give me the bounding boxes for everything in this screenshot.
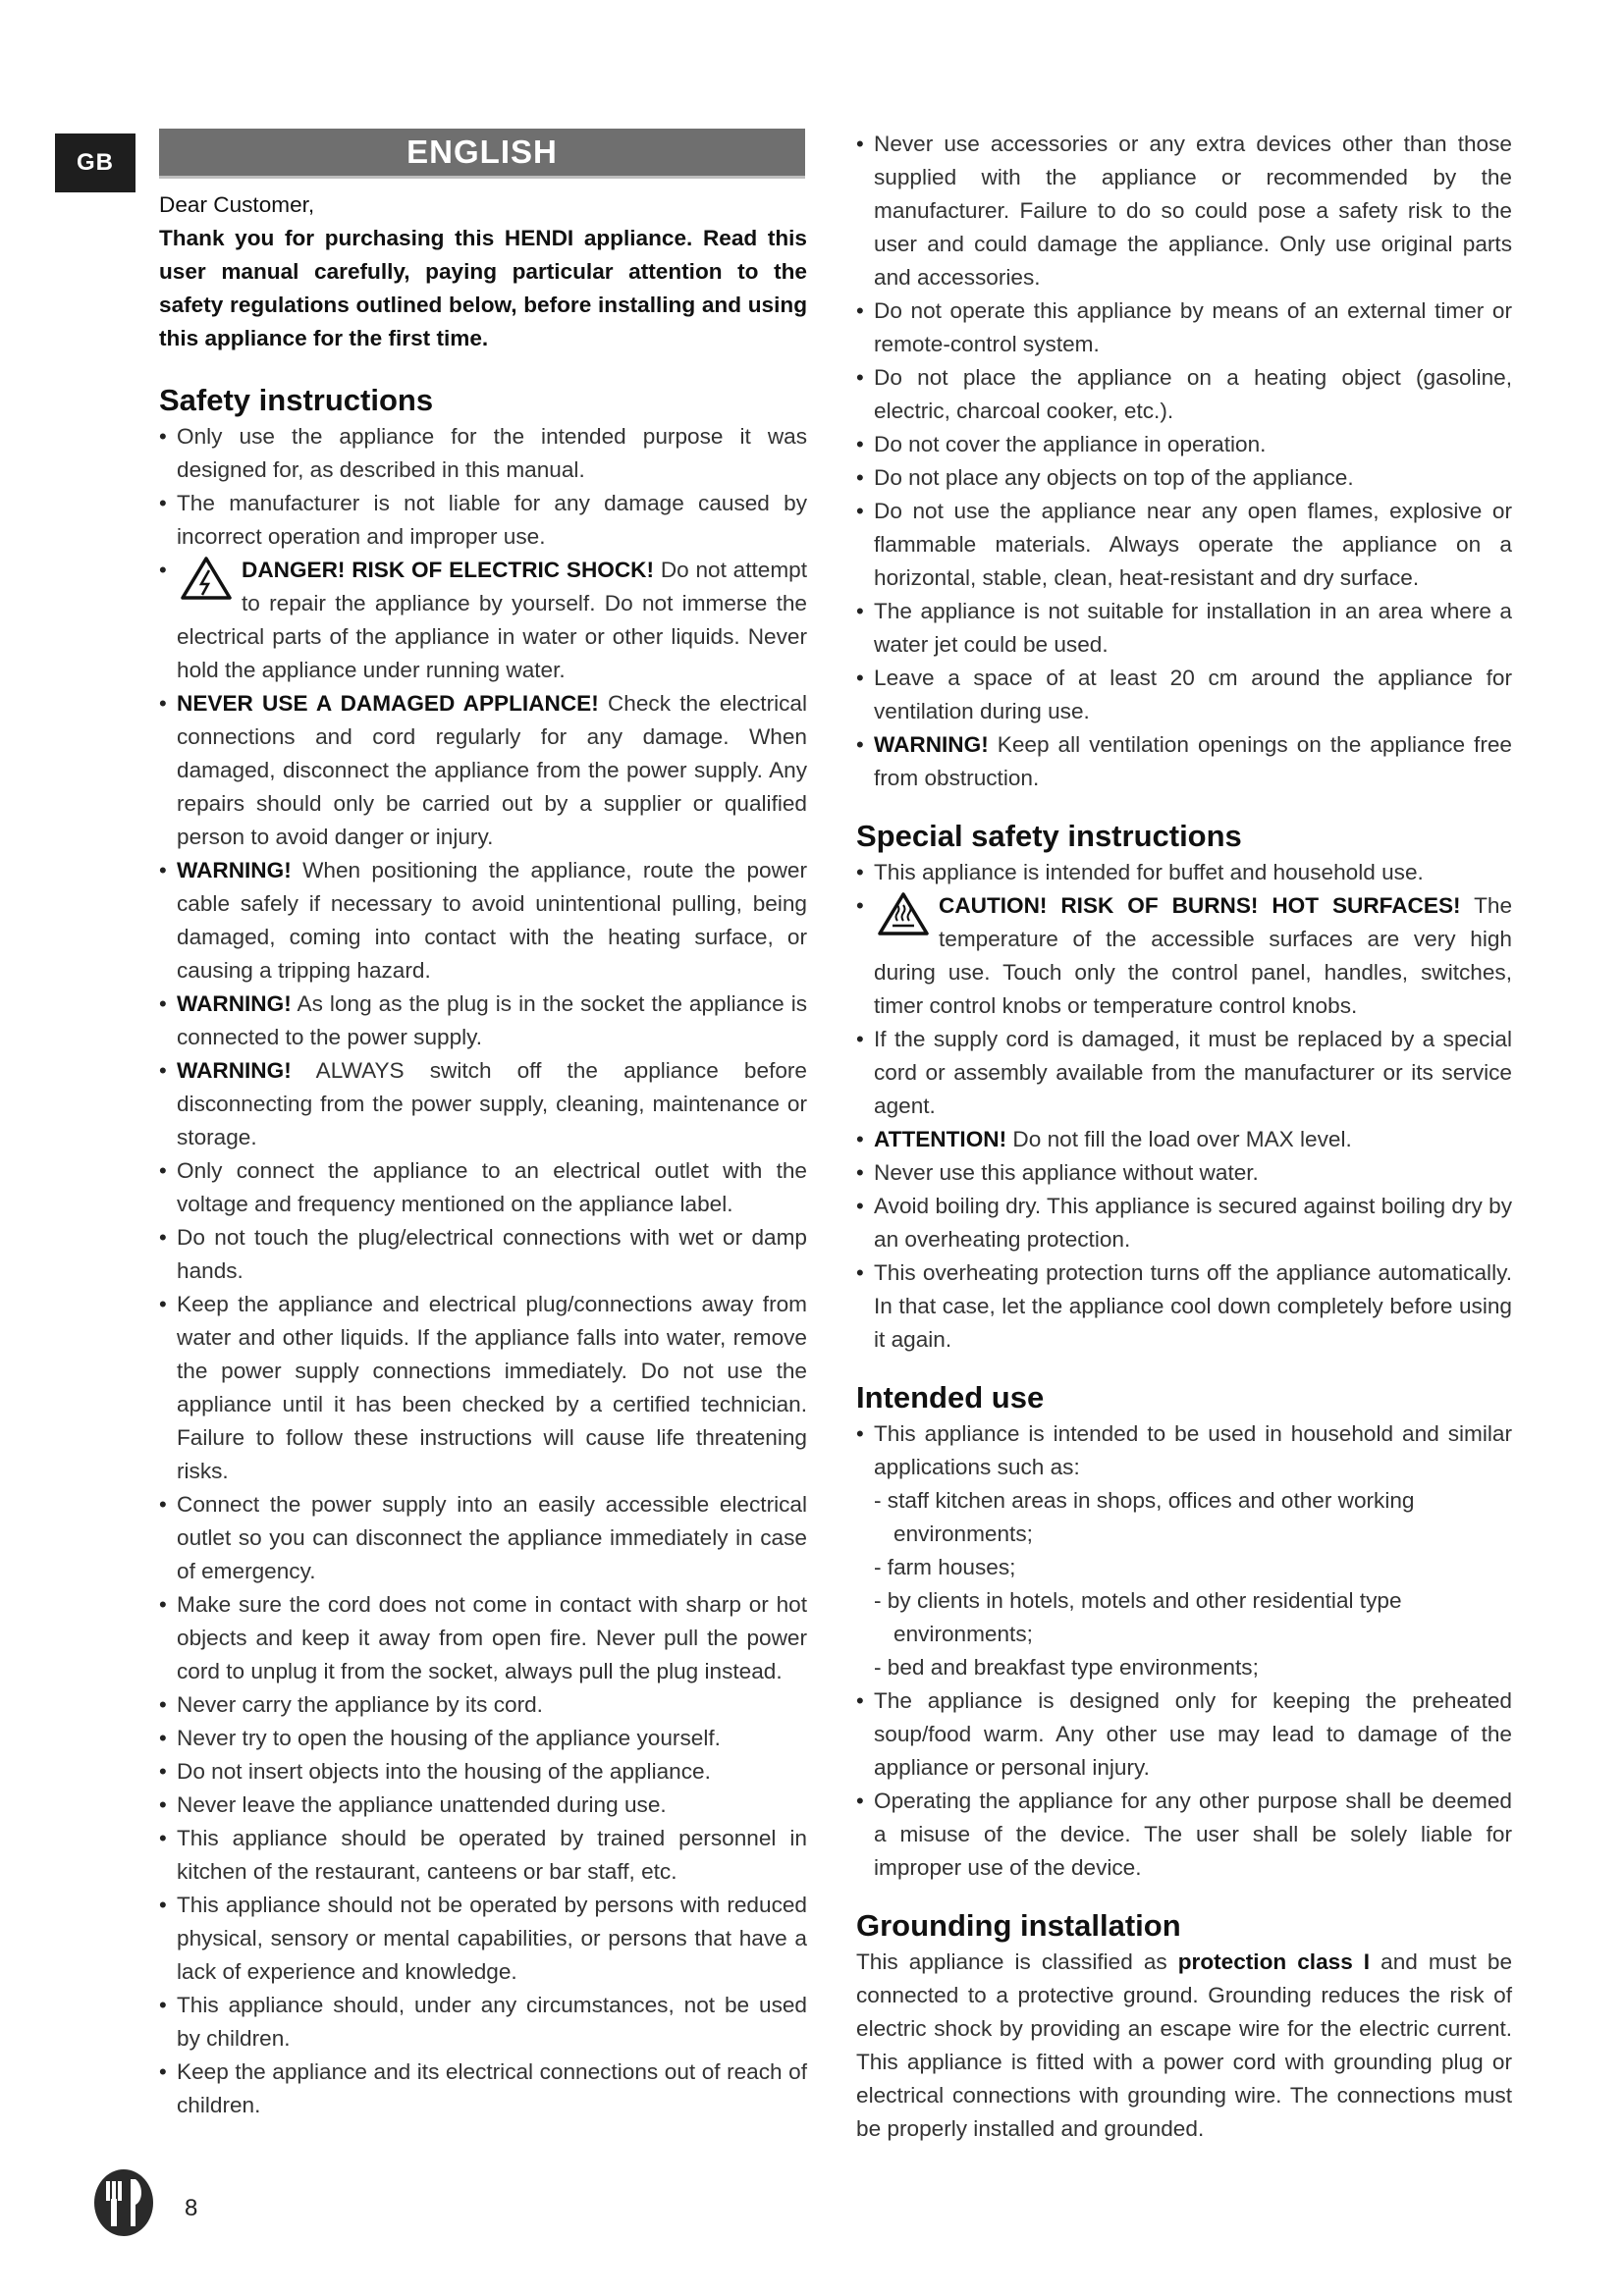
left-column <box>159 188 807 2122</box>
cutlery-logo-icon <box>92 2167 155 2238</box>
danger-label: DANGER! RISK OF ELECTRIC SHOCK! <box>242 558 655 582</box>
warning-label: WARNING! <box>177 991 292 1016</box>
warning-label: WARNING! <box>177 858 292 882</box>
item-text: The manufacturer is not liable for any damage caused by incorrect operation and improper use. <box>177 491 807 549</box>
list-item <box>159 487 807 554</box>
item-text: Keep all ventilation openings on the appliance free from obstruction. <box>874 732 1512 790</box>
item-text: As long as the plug is in the socket the appliance is connected to the power supply. <box>177 991 808 1049</box>
list-item <box>159 1822 807 1889</box>
list-item <box>159 1488 807 1588</box>
safety-title: Safety instructions <box>159 383 434 417</box>
list-item <box>856 1684 1512 1785</box>
sub-item: - staff kitchen areas in shops, offices and other working environments; <box>874 1488 1415 1546</box>
list-item <box>856 662 1512 728</box>
list-item <box>856 889 1512 1023</box>
item-text: Operating the appliance for any other purpose shall be deemed a misuse of the device. The user shall be solely liable for improper use of the device. <box>874 1789 1512 1880</box>
warning-label: NEVER USE A DAMAGED APPLIANCE! <box>177 691 599 716</box>
language-label: ENGLISH <box>406 133 558 170</box>
grounding-text-part: and must be connected to a protective ground. Grounding reduces the risk of electric shock by providing an escape wire for the electric current. This appliance is fitted with a power cord with grounding plug or electrical connections with grounding wire. The connections must be properly installed and grounded. <box>856 1949 1513 2141</box>
intro <box>159 188 807 355</box>
item-text: Never carry the appliance by its cord. <box>177 1692 543 1717</box>
list-item <box>159 854 807 988</box>
language-header <box>159 129 805 176</box>
list-item <box>159 1755 807 1789</box>
grounding-title: Grounding installation <box>856 1908 1181 1943</box>
list-item <box>159 1288 807 1488</box>
list-item <box>159 1588 807 1688</box>
grounding-text <box>856 1946 1512 2146</box>
list-item <box>856 1417 1512 1484</box>
intended-use-list <box>856 1417 1512 1484</box>
safety-continued-list <box>856 128 1512 795</box>
list-item <box>856 1023 1512 1123</box>
list-item <box>159 1221 807 1288</box>
item-text: Do not operate this appliance by means of an external timer or remote-control system. <box>874 298 1512 356</box>
item-text: Only connect the appliance to an electrical outlet with the voltage and frequency mentioned on the appliance label. <box>177 1158 807 1216</box>
list-item <box>856 728 1512 795</box>
item-text: Connect the power supply into an easily accessible electrical outlet so you can disconnect the appliance immediately in case of emergency. <box>177 1492 807 1583</box>
list-item <box>856 856 1512 889</box>
intro-greeting: Dear Customer, <box>159 192 315 217</box>
country-code: GB <box>77 149 114 176</box>
list-item <box>159 1154 807 1221</box>
list-item <box>159 554 807 687</box>
item-text: Check the electrical connections and cord regularly for any damage. When damaged, disconnect the appliance from the power supply. Any repairs should only be carried out by a supplier or qualified person to avoid danger or injury. <box>177 691 807 849</box>
list-item <box>159 420 807 487</box>
sub-item: - farm houses; <box>874 1555 1016 1579</box>
special-safety-title: Special safety instructions <box>856 819 1242 853</box>
list-item <box>856 595 1512 662</box>
item-text: Never use this appliance without water. <box>874 1160 1259 1185</box>
item-text: Keep the appliance and its electrical connections out of reach of children. <box>177 2059 807 2117</box>
list-item <box>159 1054 807 1154</box>
list-item <box>856 128 1512 294</box>
item-text: Do not cover the appliance in operation. <box>874 432 1267 456</box>
sub-item: - by clients in hotels, motels and other residential type environments; <box>874 1588 1402 1646</box>
item-text: Never leave the appliance unattended during use. <box>177 1792 667 1817</box>
item-text: This appliance is intended to be used in household and similar applications such as: <box>874 1421 1512 1479</box>
list-item <box>856 461 1512 495</box>
list-item <box>856 1123 1512 1156</box>
list-item <box>856 294 1512 361</box>
item-text: This appliance should be operated by trained personnel in kitchen of the restaurant, canteens or bar staff, etc. <box>177 1826 807 1884</box>
item-text: Never use accessories or any extra devices other than those supplied with the appliance or recommended by the manufacturer. Failure to do so could pose a safety risk to the user and could damage the appliance. Only use original parts and accessories. <box>874 132 1512 290</box>
list-item <box>159 1722 807 1755</box>
item-text: Do not touch the plug/electrical connections with wet or damp hands. <box>177 1225 807 1283</box>
caution-label: CAUTION! RISK OF BURNS! HOT SURFACES! <box>939 893 1461 918</box>
list-item <box>856 1256 1512 1357</box>
list-item <box>856 1785 1512 1885</box>
protection-class-label: protection class I <box>1177 1949 1371 1974</box>
list-item <box>159 1889 807 1989</box>
item-text: This appliance should not be operated by persons with reduced physical, sensory or mental capabilities, or persons that have a lack of experience and knowledge. <box>177 1893 807 1984</box>
list-item <box>159 2056 807 2122</box>
list-item <box>856 361 1512 428</box>
item-text: Do not use the appliance near any open flames, explosive or flammable materials. Always operate the appliance on a horizontal, stable, clean, heat-resistant and dry surface. <box>874 499 1512 590</box>
sub-item: - bed and breakfast type environments; <box>874 1655 1259 1680</box>
page-number: 8 <box>185 2195 198 2221</box>
attention-label: ATTENTION! <box>874 1127 1007 1151</box>
list-item <box>159 687 807 854</box>
item-text: This appliance is intended for buffet and household use. <box>874 860 1424 884</box>
warning-label: WARNING! <box>874 732 989 757</box>
list-item <box>856 1190 1512 1256</box>
item-text: Do not fill the load over MAX level. <box>1012 1127 1352 1151</box>
list-item <box>159 1688 807 1722</box>
item-text: ALWAYS switch off the appliance before disconnecting from the power supply, cleaning, maintenance or storage. <box>177 1058 807 1149</box>
right-column <box>856 128 1512 2146</box>
intended-use-list-continued <box>856 1684 1512 1885</box>
safety-list <box>159 420 807 2122</box>
list-item <box>159 1989 807 2056</box>
item-text: This appliance should, under any circumstances, not be used by children. <box>177 1993 807 2051</box>
item-text: Leave a space of at least 20 cm around the appliance for ventilation during use. <box>874 666 1512 723</box>
item-text: Do not place the appliance on a heating object (gasoline, electric, charcoal cooker, etc.). <box>874 365 1512 423</box>
item-text: Never try to open the housing of the appliance yourself. <box>177 1726 721 1750</box>
item-text: Do not insert objects into the housing of the appliance. <box>177 1759 711 1784</box>
item-text: This overheating protection turns off the appliance automatically. In that case, let the appliance cool down completely before using it again. <box>874 1260 1512 1352</box>
item-text: When positioning the appliance, route the power cable safely if necessary to avoid unintentional pulling, being damaged, coming into contact with the heating surface, or causing a tripping hazard. <box>177 858 807 983</box>
warning-label: WARNING! <box>177 1058 292 1083</box>
list-item <box>856 495 1512 595</box>
item-text: Avoid boiling dry. This appliance is secured against boiling dry by an overheating protection. <box>874 1194 1512 1252</box>
item-text: Do not attempt to repair the appliance by yourself. Do not immerse the electrical parts of the appliance in water or other liquids. Never hold the appliance under running water. <box>177 558 808 682</box>
list-item <box>159 988 807 1054</box>
grounding-text-part: This appliance is classified as <box>856 1949 1167 1974</box>
item-text: The temperature of the accessible surfaces are very high during use. Touch only the control panel, handles, switches, timer control knobs or temperature control knobs. <box>874 893 1513 1018</box>
item-text: Make sure the cord does not come in contact with sharp or hot objects and keep it away from open fire. Never pull the power cord to unplug it from the socket, always pull the plug instead. <box>177 1592 807 1683</box>
list-item <box>159 1789 807 1822</box>
item-text: Keep the appliance and electrical plug/connections away from water and other liquids. If the appliance falls into water, remove the power supply connections immediately. Do not use the appliance until it has been checked by a certified technician. Failure to follow these instructions will cause life threatening risks. <box>177 1292 807 1483</box>
item-text: Do not place any objects on top of the appliance. <box>874 465 1354 490</box>
electric-shock-warning-icon <box>181 556 232 601</box>
item-text: The appliance is designed only for keeping the preheated soup/food warm. Any other use may lead to damage of the appliance or personal injury. <box>874 1688 1512 1780</box>
intro-text: Thank you for purchasing this HENDI appliance. Read this user manual carefully, paying particular attention to the safety regulations outlined below, before installing and using this appliance for the first time. <box>159 226 807 350</box>
item-text: Only use the appliance for the intended purpose it was designed for, as described in this manual. <box>177 424 807 482</box>
intended-use-title: Intended use <box>856 1380 1045 1415</box>
list-item <box>856 1156 1512 1190</box>
item-text: If the supply cord is damaged, it must be replaced by a special cord or assembly available from the manufacturer or its service agent. <box>874 1027 1512 1118</box>
item-text: The appliance is not suitable for installation in an area where a water jet could be used. <box>874 599 1512 657</box>
hot-surface-warning-icon <box>878 891 929 936</box>
special-safety-list <box>856 856 1512 1357</box>
country-tab <box>55 133 135 192</box>
list-item <box>856 428 1512 461</box>
header-divider <box>159 176 805 179</box>
